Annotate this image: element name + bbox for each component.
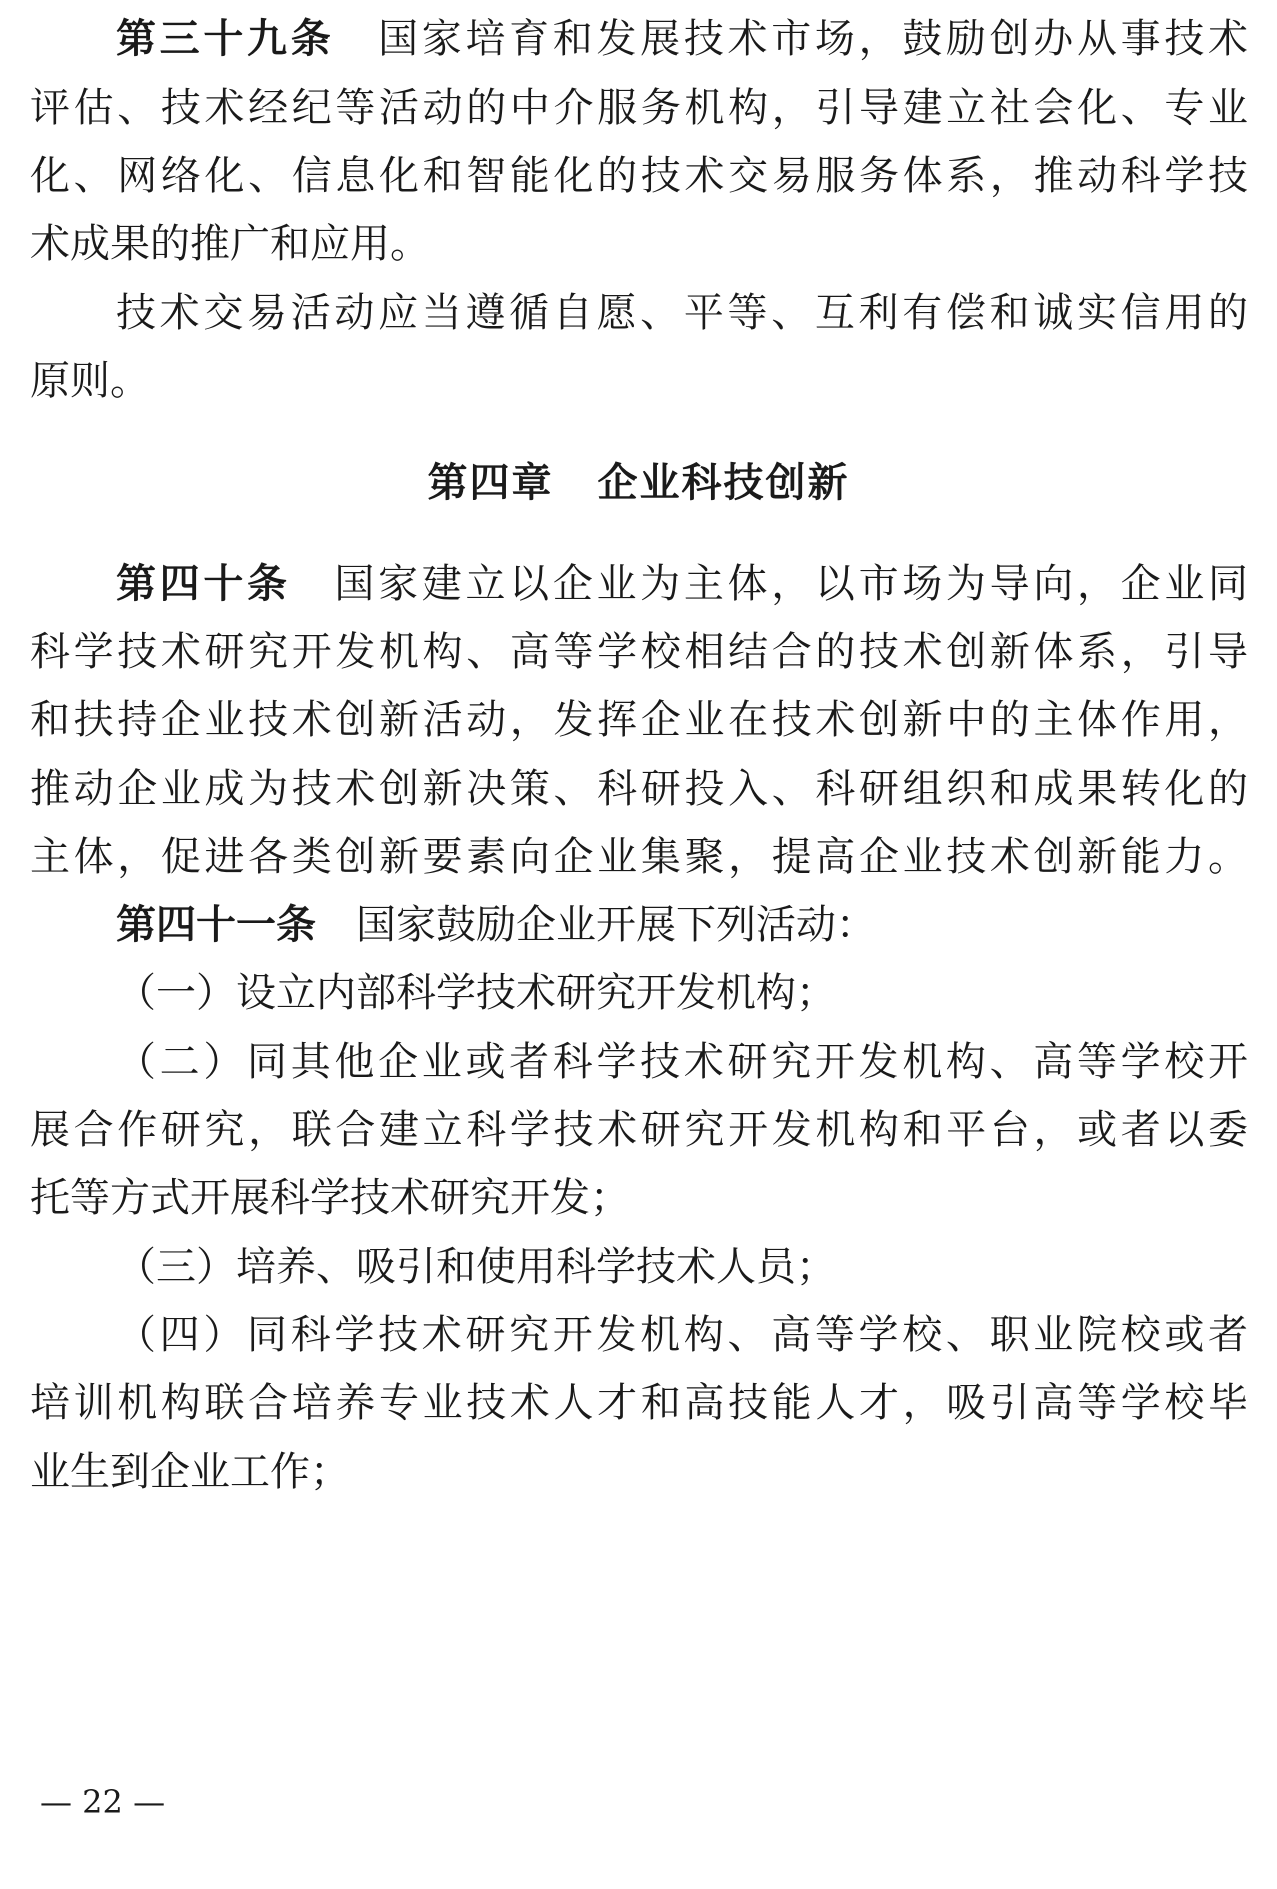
article-40-line: 科学技术研究开发机构、高等学校相结合的技术创新体系，引导	[30, 629, 1248, 675]
article-40-first-line	[116, 559, 1248, 609]
article-40-line: 主体，促进各类创新要素向企业集聚，提高企业技术创新能力。	[30, 834, 1248, 880]
article-41-intro: 国家鼓励企业开展下列活动：	[356, 902, 876, 948]
article-39-paragraph-2-end: 原则。	[30, 358, 150, 404]
article-41-item-1: （一）设立内部科学技术研究开发机构；	[116, 970, 836, 1016]
article-41-item-3: （三）培养、吸引和使用科学技术人员；	[116, 1244, 836, 1290]
article-39-line: 术成果的推广和应用。	[30, 221, 430, 267]
article-39-line: 化、网络化、信息化和智能化的技术交易服务体系，推动科学技	[30, 153, 1248, 199]
chapter-title: 企业科技创新	[597, 460, 850, 506]
article-41-heading: 第四十一条	[116, 902, 316, 948]
page-number: — 22 —	[40, 1783, 166, 1821]
article-39-heading: 第三十九条	[116, 16, 335, 62]
article-40-text: 国家建立以企业为主体，以市场为导向，企业同	[330, 561, 1249, 607]
article-40-line: 推动企业成为技术创新决策、科研投入、科研组织和成果转化的	[30, 766, 1248, 812]
article-41-item-4: （四）同科学技术研究开发机构、高等学校、职业院校或者	[116, 1312, 1248, 1358]
article-41-item-2-line: 展合作研究，联合建立科学技术研究开发机构和平台，或者以委	[30, 1107, 1248, 1153]
article-40-heading: 第四十条	[116, 561, 291, 607]
article-39-text: 国家培育和发展技术市场，鼓励创办从事技术	[374, 16, 1249, 62]
chapter-heading	[0, 458, 1277, 508]
article-41-item-4-line: 培训机构联合培养专业技术人才和高技能人才，吸引高等学校毕	[30, 1380, 1248, 1426]
article-39-first-line	[116, 14, 1248, 64]
article-41-item-2-line: 托等方式开展科学技术研究开发；	[30, 1175, 630, 1221]
article-41-first-line	[116, 900, 1248, 950]
chapter-number: 第四章	[427, 460, 554, 506]
article-41-item-4-line: 业生到企业工作；	[30, 1449, 350, 1495]
article-39-line: 评估、技术经纪等活动的中介服务机构，引导建立社会化、专业	[30, 85, 1248, 131]
article-39-paragraph-2: 技术交易活动应当遵循自愿、平等、互利有偿和诚实信用的	[116, 290, 1248, 336]
article-40-line: 和扶持企业技术创新活动，发挥企业在技术创新中的主体作用，	[30, 697, 1248, 743]
article-41-item-2: （二）同其他企业或者科学技术研究开发机构、高等学校开	[116, 1039, 1248, 1085]
